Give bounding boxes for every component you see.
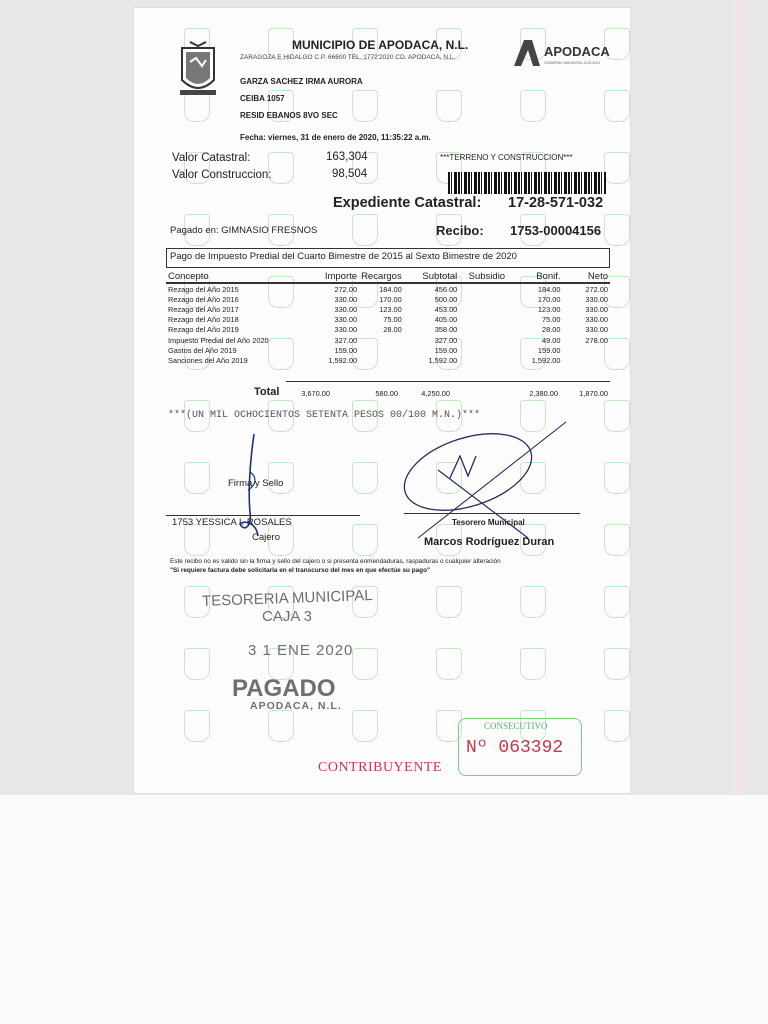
- logo-subtext: GOBIERNO MUNICIPAL 2018-2021: [544, 61, 601, 65]
- watermark-seal: [520, 648, 546, 680]
- watermark-seal: [352, 90, 378, 122]
- charge-concepto: Rezago del Año 2016: [168, 294, 239, 304]
- charge-row: [166, 325, 610, 335]
- stamp-paid: PAGADO: [232, 675, 336, 702]
- paid-at: Pagado en: GIMNASIO FRESNOS: [170, 225, 318, 236]
- watermark-seal: [268, 710, 294, 742]
- validity-note: Este recibo no es valido sin la firma y sello del cajero o si presenta enmendaduras, raspaduras o cualquier alteración: [170, 558, 501, 565]
- charge-importe: 330.00: [334, 294, 358, 304]
- charge-recargos: [359, 335, 404, 345]
- watermark-seal: [184, 648, 210, 680]
- treasurer-signature-line: [404, 513, 580, 514]
- recibo-value: 1753-00004156: [510, 223, 602, 238]
- watermark-seal: [352, 462, 378, 494]
- charge-subsidio: [459, 345, 507, 355]
- watermark-seal: [436, 90, 462, 122]
- total-recargos: 580.00: [375, 389, 398, 398]
- contributor-street: CEIBA 1057: [240, 94, 285, 103]
- charge-subtotal: 327.00: [434, 335, 458, 345]
- scan-edge-strip: [734, 0, 744, 795]
- charge-bonif: 28.00: [542, 325, 561, 335]
- col-importe: Importe: [317, 270, 359, 283]
- concept-description: Pago de Impuesto Predial del Cuarto Bimestre de 2015 al Sexto Bimestre de 2020: [170, 251, 517, 262]
- charge-concepto: Rezago del Año 2019: [168, 325, 239, 335]
- treasurer-name: Marcos Rodríguez Duran: [424, 536, 555, 548]
- municipality-address: ZARAGOZA E HIDALGO C.P. 66600 TEL. 1772'2020 CD. APODACA, N.L.: [240, 54, 456, 61]
- contributor-colony: RESID EBANOS 8VO SEC: [240, 111, 338, 120]
- charge-recargos: 28.00: [383, 325, 402, 335]
- charge-recargos: 123.00: [379, 304, 402, 314]
- watermark-seal: [184, 524, 210, 556]
- apodaca-logo: [510, 36, 610, 70]
- contributor-name: GARZA SACHEZ IRMA AURORA: [240, 77, 363, 86]
- charge-importe: 272.00: [334, 284, 358, 294]
- stamp-city: APODACA, N.L.: [250, 700, 342, 712]
- charge-concepto: Rezago del Año 2018: [168, 315, 239, 325]
- charge-subsidio: [459, 335, 507, 345]
- charge-subtotal: 453.00: [434, 304, 458, 314]
- charge-concepto: Rezago del Año 2017: [168, 304, 239, 314]
- watermark-seal: [604, 214, 630, 246]
- charge-subtotal: 1,592.00: [428, 355, 458, 365]
- watermark-seal: [436, 648, 462, 680]
- charge-bonif: 75.00: [542, 315, 561, 325]
- charge-bonif: 170.00: [537, 294, 561, 304]
- stamp-treasury: TESORERIA MUNICIPAL: [201, 587, 373, 610]
- charge-bonif: 49.00: [542, 335, 561, 345]
- total-neto: 1,870.00: [579, 389, 608, 398]
- consecutive-number: Nº 063392: [466, 738, 564, 758]
- watermark-seal: [436, 586, 462, 618]
- col-subtotal: Subtotal: [404, 270, 460, 283]
- watermark-seal: [352, 214, 378, 246]
- total-label: Total: [254, 386, 280, 398]
- charge-row: [166, 294, 610, 304]
- watermark-seal: [520, 90, 546, 122]
- expediente-value: 17-28-571-032: [508, 195, 604, 211]
- property-type: ***TERRENO Y CONSTRUCCION***: [440, 153, 573, 162]
- charge-recargos: 75.00: [383, 315, 402, 325]
- charge-neto: [563, 355, 611, 365]
- charge-concepto: Impuesto Predial del Año 2020: [168, 335, 269, 345]
- charge-neto: 272.00: [585, 284, 608, 294]
- charge-importe: 330.00: [334, 304, 358, 314]
- charge-subtotal: 456.00: [434, 284, 458, 294]
- watermark-seal: [352, 648, 378, 680]
- treasurer-role: Tesorero Municipal: [452, 518, 525, 527]
- cashier-role: Cajero: [252, 532, 280, 543]
- logo-text: APODACA: [544, 44, 610, 59]
- total-importe: 3,670.00: [301, 389, 330, 398]
- charge-row: [166, 335, 610, 345]
- charge-subsidio: [459, 355, 507, 365]
- watermark-seal: [604, 400, 630, 432]
- col-recargos: Recargos: [361, 270, 402, 282]
- charge-neto: 330.00: [585, 315, 608, 325]
- valor-construccion-value: 98,504: [332, 168, 368, 180]
- municipal-shield-logo: [176, 40, 220, 102]
- col-subsidio: Subsidio: [459, 270, 507, 283]
- col-concepto: Concepto: [166, 270, 317, 283]
- watermark-seal: [604, 90, 630, 122]
- valor-construccion-label: Valor Construccion:: [172, 169, 272, 181]
- cashier-name: 1753 YESSICA I. ROSALES: [172, 517, 292, 528]
- watermark-seal: [604, 152, 630, 184]
- expediente-label: Expediente Catastral:: [333, 195, 482, 211]
- charge-row: [166, 283, 610, 294]
- watermark-seal: [604, 710, 630, 742]
- municipality-title: MUNICIPIO DE APODACA, N.L.: [292, 38, 469, 52]
- receipt-sheet: [134, 8, 630, 793]
- charge-row: [166, 315, 610, 325]
- charge-subtotal: 405.00: [434, 315, 458, 325]
- recibo-label: Recibo:: [436, 223, 484, 238]
- charge-importe: 330.00: [334, 315, 358, 325]
- total-subtotal: 4,250.00: [421, 389, 450, 398]
- charge-bonif: 123.00: [537, 304, 561, 314]
- watermark-seal: [604, 462, 630, 494]
- total-bonif: 2,380.00: [529, 389, 558, 398]
- charges-table: [166, 270, 610, 366]
- col-bonif: Bonif.: [507, 270, 562, 283]
- cashier-signature-line: [166, 515, 360, 516]
- watermark-seal: [184, 462, 210, 494]
- invoice-note: "Si requiere factura debe solicitarla en el transcurso del mes en que efectúe su pago": [170, 567, 430, 574]
- charges-table-header: [166, 270, 610, 283]
- charge-row: [166, 345, 610, 355]
- charge-neto: 330.00: [585, 325, 608, 335]
- charge-recargos: [359, 345, 404, 355]
- stamp-date: 3 1 ENE 2020: [248, 642, 354, 659]
- amount-in-words: ***(UN MIL OCHOCIENTOS SETENTA PESOS 00/100 M.N.)***: [168, 410, 481, 421]
- charge-subsidio: [459, 315, 507, 325]
- charge-bonif: 184.00: [537, 284, 561, 294]
- charge-neto: 330.00: [585, 294, 608, 304]
- watermark-seal: [520, 586, 546, 618]
- watermark-seal: [352, 710, 378, 742]
- firma-sello-label: Firma y Sello: [228, 478, 284, 489]
- charge-subtotal: 500.00: [434, 294, 458, 304]
- col-neto: Neto: [563, 270, 611, 283]
- charge-neto: 278.00: [585, 335, 608, 345]
- watermark-seal: [268, 152, 294, 184]
- charge-importe: 1,592.00: [328, 355, 358, 365]
- charge-importe: 330.00: [334, 325, 358, 335]
- charge-subsidio: [459, 294, 507, 304]
- charge-recargos: 170.00: [379, 294, 402, 304]
- watermark-seal: [604, 648, 630, 680]
- charge-subsidio: [459, 304, 507, 314]
- charge-subsidio: [459, 283, 507, 294]
- charge-concepto: Sanciones del Año 2019: [168, 355, 248, 365]
- charge-concepto: Rezago del Año 2015: [168, 284, 239, 294]
- charge-concepto: Gastos del Año 2019: [168, 345, 237, 355]
- stamp-caja: CAJA 3: [262, 608, 313, 625]
- valor-catastral-label: Valor Catastral:: [172, 152, 251, 164]
- watermark-seal: [604, 586, 630, 618]
- payment-date: Fecha: viernes, 31 de enero de 2020, 11:35:22 a.m.: [240, 133, 431, 142]
- charge-row: [166, 304, 610, 314]
- charge-neto: [563, 345, 611, 355]
- charge-subtotal: 358.00: [434, 325, 458, 335]
- charge-neto: 330.00: [585, 304, 608, 314]
- watermark-seal: [352, 524, 378, 556]
- charge-bonif: 1,592.00: [531, 355, 561, 365]
- consecutive-label: CONSECUTIVO: [484, 721, 548, 731]
- charge-subsidio: [459, 325, 507, 335]
- watermark-seal: [184, 710, 210, 742]
- total-rule: [286, 381, 610, 382]
- charge-recargos: [359, 355, 404, 365]
- copy-label: CONTRIBUYENTE: [318, 760, 442, 775]
- valor-catastral-value: 163,304: [326, 151, 368, 163]
- watermark-seal: [604, 524, 630, 556]
- charge-recargos: 184.00: [379, 284, 402, 294]
- barcode: [448, 172, 606, 194]
- charge-subtotal: 159.00: [434, 345, 458, 355]
- charge-importe: 327.00: [334, 335, 358, 345]
- charge-importe: 159.00: [334, 345, 358, 355]
- charge-bonif: 159.00: [537, 345, 561, 355]
- charge-row: [166, 355, 610, 365]
